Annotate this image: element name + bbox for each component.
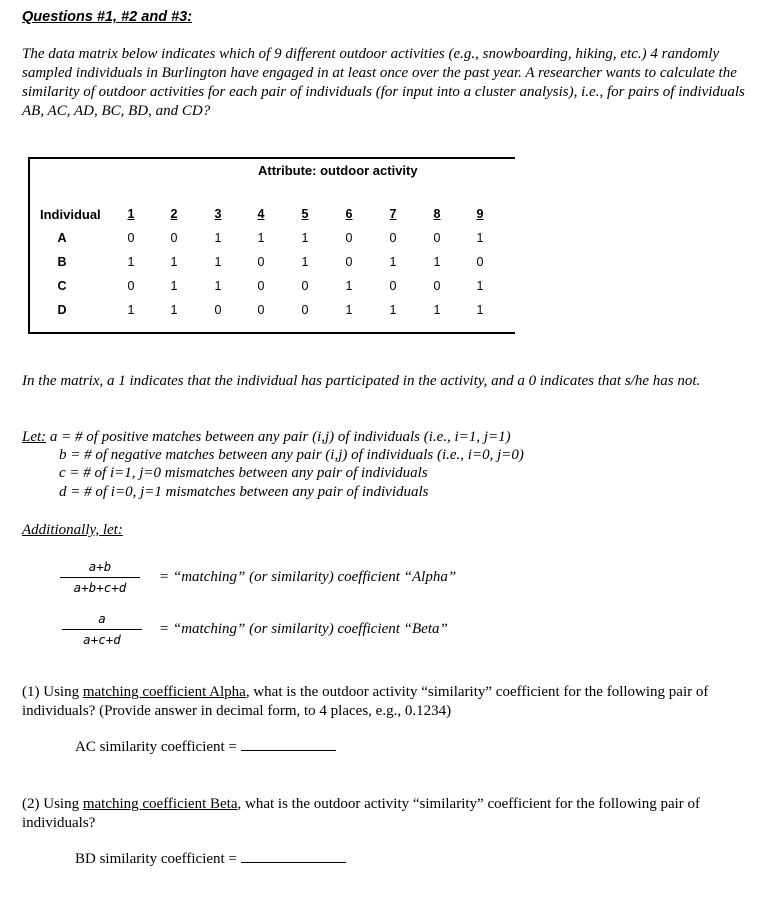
row-label-d: D — [57, 303, 67, 317]
column-header-7: 7 — [389, 207, 397, 221]
row-label-a: A — [57, 231, 67, 245]
matrix-cell-a-4: 1 — [257, 231, 265, 245]
matrix-cell-c-9: 1 — [476, 279, 484, 293]
matrix-cell-c-4: 0 — [257, 279, 265, 293]
question-2-answer-label: BD similarity coefficient = — [75, 851, 241, 867]
column-header-8: 8 — [433, 207, 441, 221]
let-prefix: Let: — [22, 429, 47, 445]
column-header-4: 4 — [257, 207, 265, 221]
matrix-cell-b-2: 1 — [170, 255, 178, 269]
question-1 — [22, 683, 742, 721]
matrix-cell-b-9: 0 — [476, 255, 484, 269]
intro-paragraph: The data matrix below indicates which of 9 different outdoor activities (e.g., snowboarding, hiking, etc.) 4 randomly sampled individuals in Burlington have engaged in at least once over the past year. A researcher wants to calculate the similarity of outdoor activities for each pair of individuals (for input into a cluster analysis), i.e., for pairs of individuals AB, AC, AD, BC, BD, and CD? — [22, 46, 745, 119]
matrix-cell-a-6: 0 — [345, 231, 353, 245]
beta-fraction — [62, 611, 142, 647]
matrix-cell-b-6: 0 — [345, 255, 353, 269]
question-2-text: , what is the outdoor activity “similarity” coefficient for the following pair of individuals? — [22, 796, 701, 831]
matrix-cell-d-3: 0 — [214, 303, 222, 317]
let-c-line: c = # of i=1, j=0 mismatches between any pair of individuals — [59, 465, 428, 481]
matrix-cell-c-5: 0 — [301, 279, 309, 293]
matrix-cell-a-7: 0 — [389, 231, 397, 245]
matrix-cell-a-9: 1 — [476, 231, 484, 245]
let-b-line: b = # of negative matches between any pair (i,j) of individuals (i.e., i=0, j=0) — [59, 447, 524, 463]
page-heading: Questions #1, #2 and #3: — [22, 9, 193, 25]
row-label-b: B — [57, 255, 67, 269]
beta-description — [159, 621, 448, 638]
matrix-cell-d-9: 1 — [476, 303, 484, 317]
let-d-line: d = # of i=0, j=1 mismatches between any pair of individuals — [59, 484, 429, 500]
alpha-numerator: a+b — [88, 559, 112, 574]
matrix-cell-b-4: 0 — [257, 255, 265, 269]
column-header-2: 2 — [170, 207, 178, 221]
row-label-c: C — [57, 279, 67, 293]
question-2-prefix: (2) Using — [22, 796, 83, 812]
column-header-9: 9 — [476, 207, 484, 221]
matrix-cell-d-6: 1 — [345, 303, 353, 317]
matrix-cell-d-5: 0 — [301, 303, 309, 317]
question-2 — [22, 795, 742, 833]
matrix-cell-d-2: 1 — [170, 303, 178, 317]
matrix-cell-a-1: 0 — [127, 231, 135, 245]
matrix-cell-a-8: 0 — [433, 231, 441, 245]
additionally-label: Additionally, let: — [22, 522, 123, 538]
column-header-5: 5 — [301, 207, 309, 221]
matrix-cell-b-7: 1 — [389, 255, 397, 269]
column-header-1: 1 — [127, 207, 135, 221]
question-1-prefix: (1) Using — [22, 684, 83, 700]
matrix-cell-b-5: 1 — [301, 255, 309, 269]
matrix-cell-d-4: 0 — [257, 303, 265, 317]
alpha-fraction-bar — [60, 577, 140, 578]
matrix-cell-a-2: 0 — [170, 231, 178, 245]
question-2-answer-blank[interactable] — [241, 862, 346, 863]
beta-numerator: a — [98, 611, 106, 626]
matrix-cell-b-8: 1 — [433, 255, 441, 269]
column-header-3: 3 — [214, 207, 222, 221]
alpha-description-text: = “matching” (or similarity) coefficient “Alpha” — [159, 569, 457, 585]
matrix-cell-d-7: 1 — [389, 303, 397, 317]
column-header-6: 6 — [345, 207, 353, 221]
beta-denominator: a+c+d — [83, 632, 121, 647]
question-1-text: , what is the outdoor activity “similarity” coefficient for the following pair of individuals? (Provide answer in decimal form, to 4 places, e.g., 0.1234) — [22, 684, 709, 719]
matrix-cell-c-3: 1 — [214, 279, 222, 293]
question-1-answer-label: AC similarity coefficient = — [75, 739, 241, 755]
question-1-answer-line — [75, 739, 336, 756]
attribute-title: Attribute: outdoor activity — [258, 163, 418, 178]
matrix-cell-c-2: 1 — [170, 279, 178, 293]
beta-fraction-bar — [62, 629, 142, 630]
matrix-note: In the matrix, a 1 indicates that the individual has participated in the activity, and a 0 indicates that s/he has not. — [22, 373, 701, 389]
question-2-link: matching coefficient Beta — [82, 796, 238, 812]
individual-column-header: Individual — [40, 207, 101, 222]
let-a-line — [22, 429, 511, 446]
matrix-cell-d-8: 1 — [433, 303, 441, 317]
matrix-cell-c-1: 0 — [127, 279, 135, 293]
alpha-description — [159, 569, 456, 586]
alpha-fraction — [60, 559, 140, 595]
matrix-cell-a-3: 1 — [214, 231, 222, 245]
matrix-cell-b-1: 1 — [127, 255, 135, 269]
question-1-answer-blank[interactable] — [241, 750, 336, 751]
matrix-cell-b-3: 1 — [214, 255, 222, 269]
matrix-cell-d-1: 1 — [127, 303, 135, 317]
alpha-denominator: a+b+c+d — [73, 580, 127, 595]
matrix-cell-a-5: 1 — [301, 231, 309, 245]
matrix-cell-c-6: 1 — [345, 279, 353, 293]
matrix-cell-c-7: 0 — [389, 279, 397, 293]
beta-description-text: = “matching” (or similarity) coefficient “Beta” — [159, 621, 448, 637]
matrix-cell-c-8: 0 — [433, 279, 441, 293]
question-1-link: matching coefficient Alpha — [82, 684, 246, 700]
question-2-answer-line — [75, 851, 346, 868]
let-a-text: a = # of positive matches between any pair (i,j) of individuals (i.e., i=1, j=1) — [49, 429, 511, 445]
